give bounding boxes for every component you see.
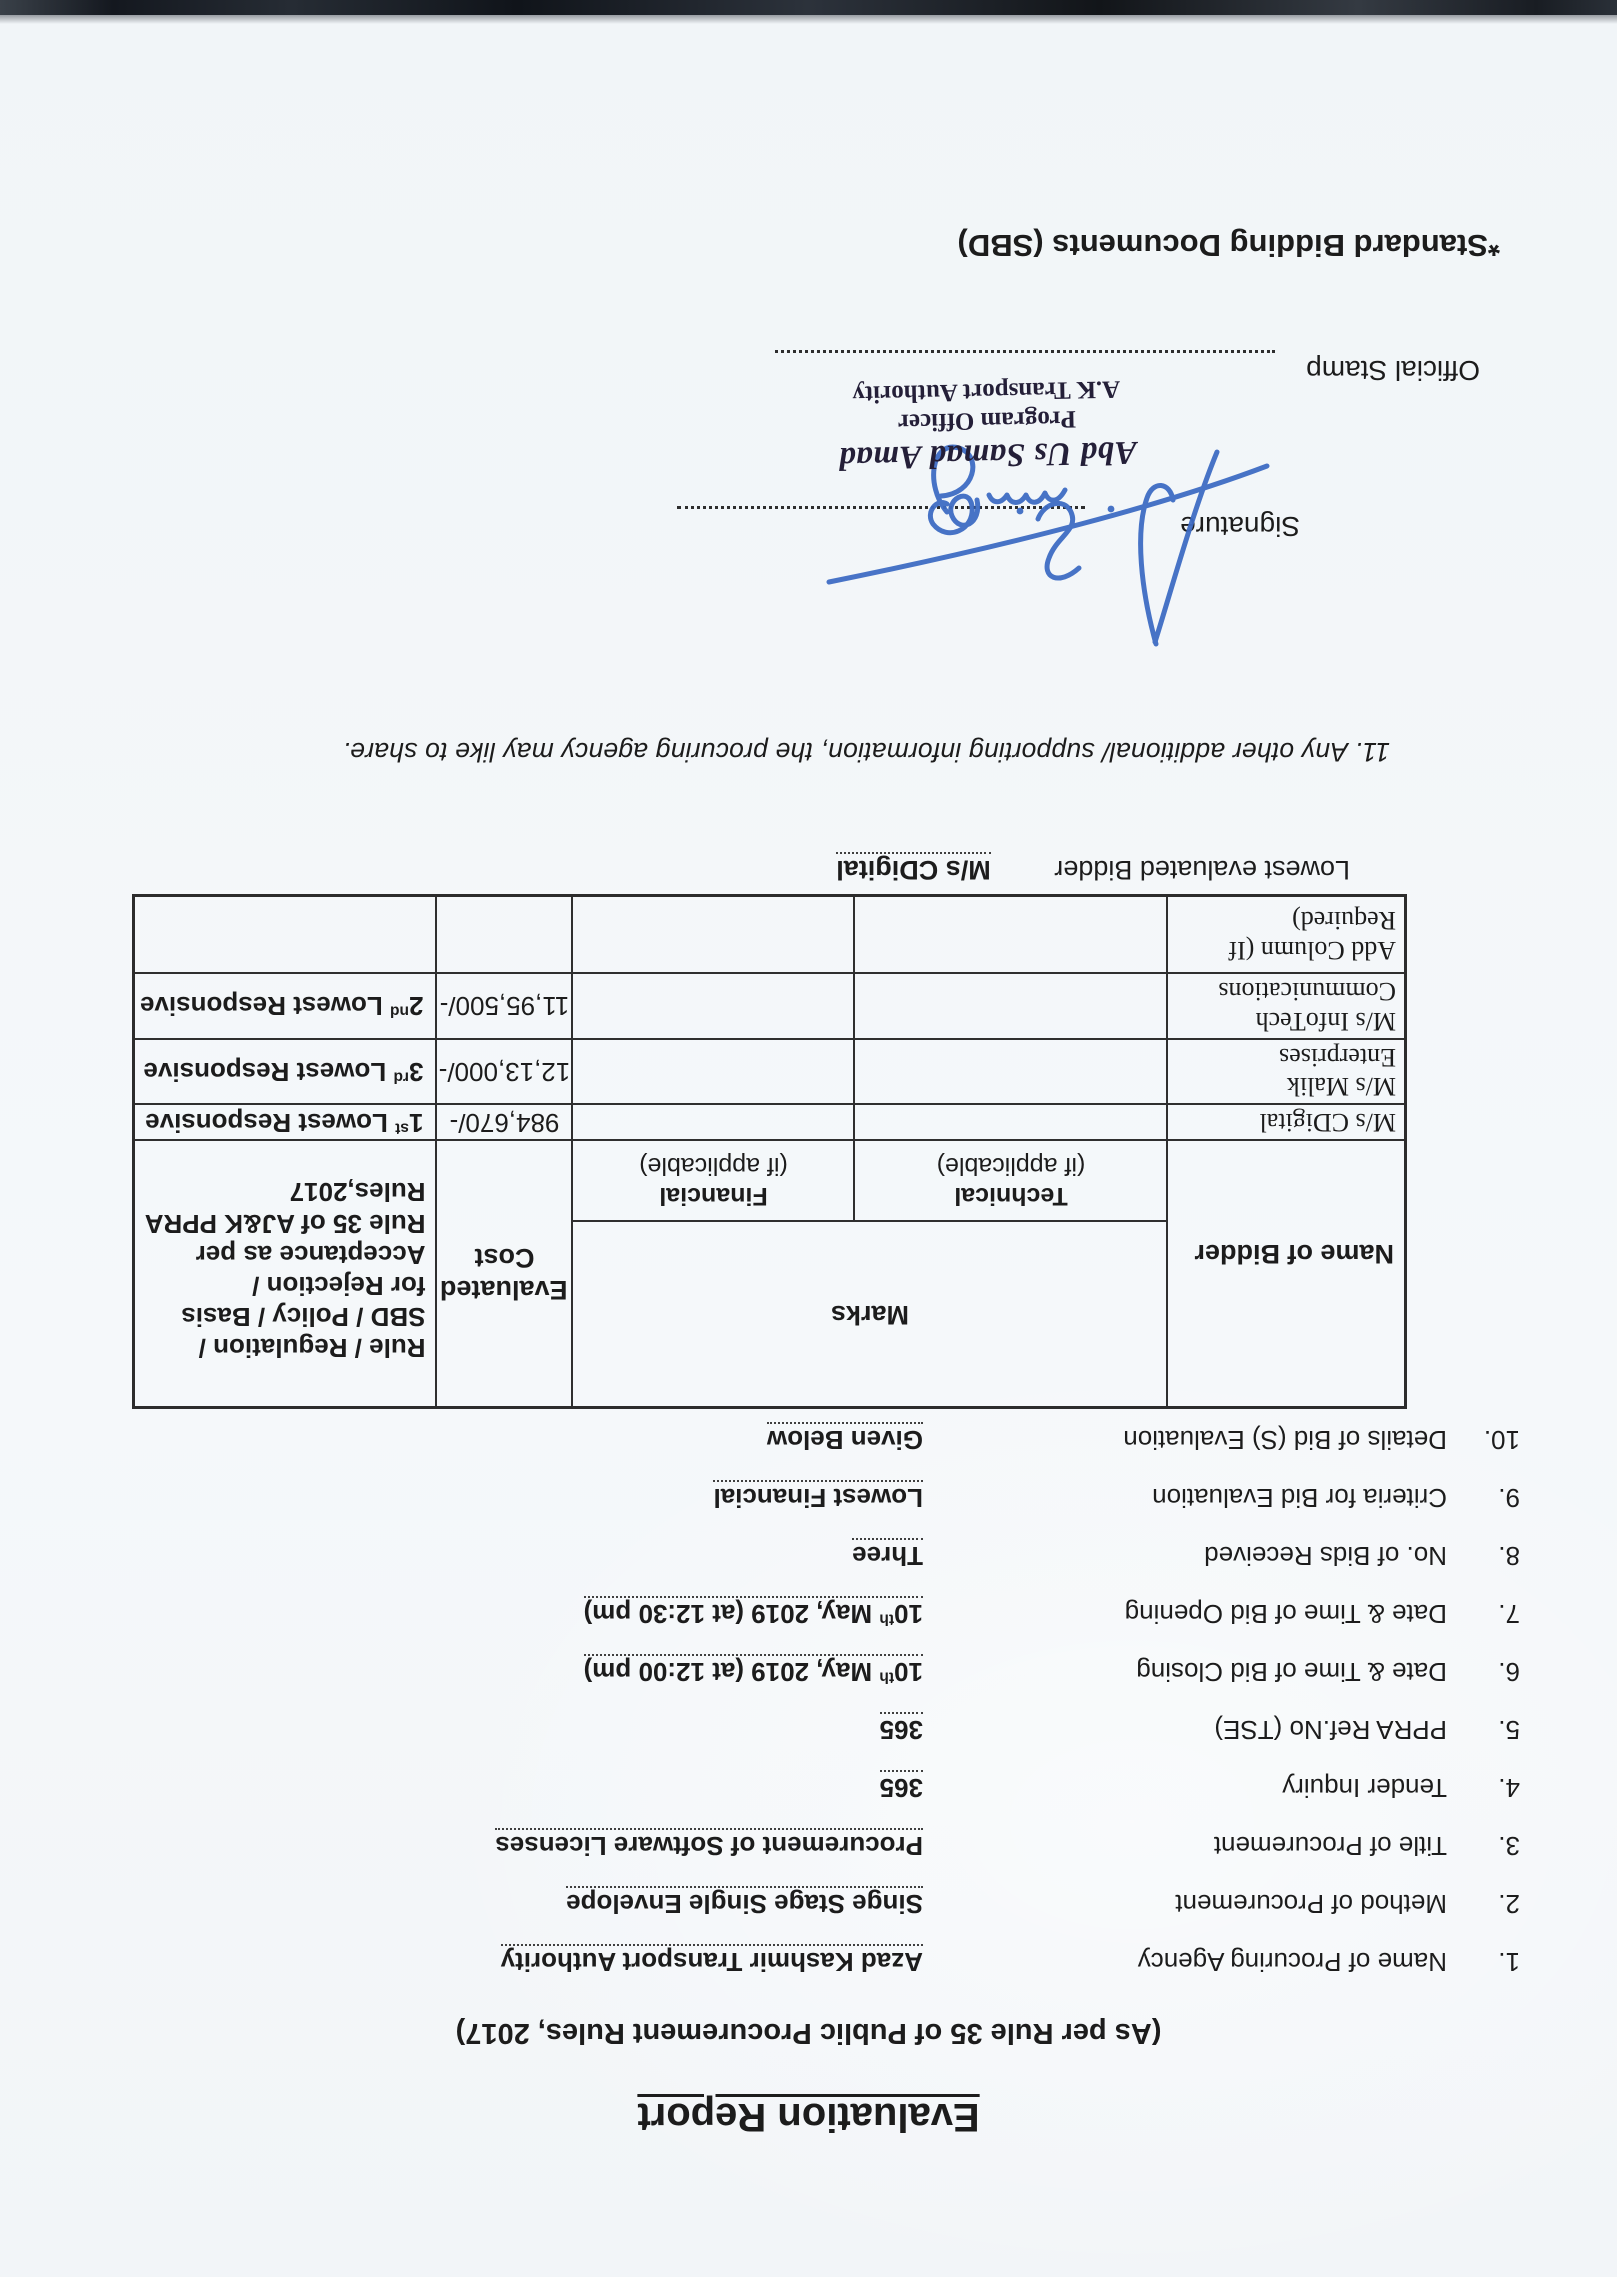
item-label: Date & Time of Bid Opening <box>1124 1599 1447 1629</box>
list-item-1 <box>0 1933 1617 1977</box>
item-value: Three <box>852 1540 923 1571</box>
header-evaluated-cost: Evaluated Cost <box>436 1141 572 1408</box>
item-number: 1. <box>1498 1947 1520 1977</box>
item-value: 10th May, 2019 (at 12:30 pm) <box>584 1598 923 1629</box>
technical-marks <box>855 1105 1168 1141</box>
item-number: 6. <box>1498 1657 1520 1687</box>
header-marks: Marks <box>572 1222 1167 1408</box>
item-value: Singe Stage Single Envelope <box>566 1888 923 1919</box>
financial-marks <box>572 896 854 973</box>
list-item-2 <box>0 1875 1617 1919</box>
bidder-name: M/s CDigital <box>1168 1105 1406 1141</box>
technical-marks <box>855 973 1168 1039</box>
evaluated-cost <box>436 896 572 973</box>
item-label: Date & Time of Bid Closing <box>1136 1657 1447 1687</box>
table-row <box>133 896 1405 973</box>
item-number: 5. <box>1498 1715 1520 1745</box>
header-rule-regulation: Rule / Regulation / SBD / Policy / Basis for Rejection / Acceptance as per Rule 35 of AJ&K PPRA Rules,2017 <box>133 1141 436 1408</box>
bid-evaluation-table <box>132 894 1407 1409</box>
table-row <box>133 1039 1405 1105</box>
financial-marks <box>572 1039 854 1105</box>
rank-basis: 1st Lowest Responsive <box>133 1105 436 1141</box>
item-number: 10. <box>1483 1425 1520 1455</box>
item-number: 9. <box>1498 1483 1520 1513</box>
page-title: Evaluation Report <box>637 2095 980 2139</box>
rank-basis: 3rd Lowest Responsive <box>133 1039 436 1105</box>
item-value: Given Below <box>767 1424 923 1455</box>
table-row <box>133 973 1405 1039</box>
rank-basis <box>133 896 436 973</box>
list-item-3 <box>0 1817 1617 1861</box>
stamp-designation: Program Officer <box>897 405 1077 436</box>
bidder-name: Add Column (If Required) <box>1168 896 1406 973</box>
additional-information-note: 11. Any other additional/ supporting information, the procuring agency may like to share. <box>342 737 1390 767</box>
item-label: Method of Procurement <box>1175 1889 1447 1919</box>
table-row <box>133 1105 1405 1141</box>
item-value: Lowest Financial <box>714 1482 924 1513</box>
list-item-8 <box>0 1527 1617 1571</box>
list-item-5 <box>0 1701 1617 1745</box>
header-name-of-bidder: Name of Bidder <box>1168 1141 1406 1408</box>
scanner-edge-artifact <box>0 0 1617 15</box>
item-number: 4. <box>1498 1773 1520 1803</box>
item-value: Procurement of Software Licenses <box>495 1830 923 1861</box>
item-number: 2. <box>1498 1889 1520 1919</box>
evaluated-cost: 12,13,000/- <box>436 1039 572 1105</box>
item-label: No. of Bids Received <box>1204 1541 1447 1571</box>
item-label: Name of Procuring Agency <box>1137 1947 1447 1977</box>
lowest-bidder-label: Lowest evaluated Bidder <box>1054 855 1350 885</box>
page-subtitle: (As per Rule 35 of Public Procurement Rules, 2017) <box>455 2017 1162 2049</box>
item-label: Tender Inquiry <box>1282 1773 1447 1803</box>
item-value: 10th May, 2019 (at 12:00 pm) <box>584 1656 923 1687</box>
item-number: 8. <box>1498 1541 1520 1571</box>
list-item-6 <box>0 1643 1617 1687</box>
item-value: 365 <box>880 1714 923 1745</box>
stamp-organization: A.K Transport Authority <box>852 375 1121 408</box>
item-value: Azad Kashmir Transport Authority <box>501 1946 923 1977</box>
official-stamp-imprint <box>796 373 1178 477</box>
item-number: 3. <box>1498 1831 1520 1861</box>
item-label: Details of Bid (S) Evaluation <box>1123 1425 1447 1455</box>
stamp-officer-name: Abd Us Samad Amad <box>838 433 1137 477</box>
list-item-4 <box>0 1759 1617 1803</box>
technical-marks <box>855 1039 1168 1105</box>
evaluated-cost: 984,670/- <box>436 1105 572 1141</box>
lowest-evaluated-bidder-line <box>836 854 1350 885</box>
lowest-bidder-value: M/s CDigital <box>836 855 991 885</box>
item-value: 365 <box>880 1772 923 1803</box>
list-item-9 <box>0 1469 1617 1513</box>
item-number: 7. <box>1498 1599 1520 1629</box>
sbd-footnote: *Standard Bidding Documents (SBD) <box>957 228 1500 263</box>
item-label: Title of Procurement <box>1213 1831 1447 1861</box>
bidder-name: M/s Malik Enterprises <box>1168 1039 1406 1105</box>
header-financial: Financial (if applicable) <box>572 1141 854 1222</box>
financial-marks <box>572 973 854 1039</box>
rank-basis: 2nd Lowest Responsive <box>133 973 436 1039</box>
header-technical: Technical (if applicable) <box>855 1141 1168 1222</box>
item-label: Criteria for Bid Evaluation <box>1152 1483 1447 1513</box>
list-item-7 <box>0 1585 1617 1629</box>
item-label: PPRA Ref.No (TSE) <box>1214 1715 1447 1745</box>
list-item-10 <box>0 1411 1617 1455</box>
technical-marks <box>855 896 1168 973</box>
bidder-name: M/s InfoTech Communications <box>1168 973 1406 1039</box>
financial-marks <box>572 1105 854 1141</box>
official-stamp-label: Official Stamp <box>1306 355 1480 386</box>
evaluated-cost: 11,95,500/- <box>436 973 572 1039</box>
signature-label: Signature <box>1180 511 1300 542</box>
